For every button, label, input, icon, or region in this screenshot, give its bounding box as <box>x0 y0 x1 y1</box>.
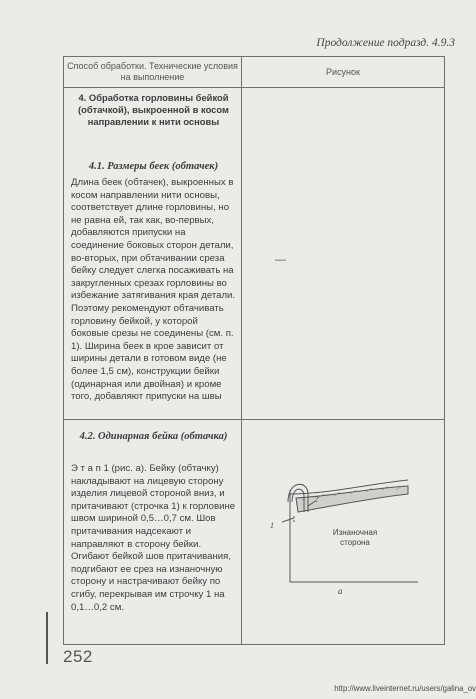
figure-label-1: 1 <box>270 521 274 530</box>
figure-caption: а <box>338 586 343 596</box>
figure-label-wrong-side: Изнаночная сторона <box>332 528 378 547</box>
section-4-2-title: 4.2. Одинарная бейка (обтачка) <box>79 431 228 442</box>
column-header-figure: Рисунок <box>326 66 360 77</box>
source-url: http://www.liveinternet.ru/users/galina_ov <box>334 684 476 693</box>
page-number: 252 <box>63 647 93 666</box>
column-divider <box>241 57 242 644</box>
neckline-binding-diagram <box>268 472 422 596</box>
column-header-method: Способ обработки. Технические условия на выполнение <box>67 61 238 82</box>
section-4-1-text: Длина беек (обтачек), выкроенных в косом направлении нити основы, соответствует длине горловины, но не равна ей, так как, во-первых, добавляются припуски на соединение боковых сторон детали, во-вторых, при обтачивании среза бейку следует слегка посаживать на закругленных срезах горловины во избежание затягивания края детали. Поэтому рекомендуют обтачивать горловину бейкой, у которой боковые срезы не соединены (см. п. 1). Ширина беек в крое зависит от ширины детали в готовом виде (не более 1,5 см), конструкции бейки (одинарная или двойная) и кроме того, добавляют припуски на швы <box>71 177 236 403</box>
figure-label-2: 2 <box>314 495 318 504</box>
section-4-2-text: Э т а п 1 (рис. а). Бейку (обтачку) накладывают на лицевую сторону изделия лицевой стороной вниз, и притачивают (строчка 1) к горловине швом шириной 0,5…0,7 см. Шов притачивания надсекают и направляют в сторону бейки. Огибают бейкой шов притачивания, подгибают ее срез на изнаночную сторону и настрачивают бейку по сгибу, перекрывая им строчку 1 на 0,1…0,2 см. <box>71 463 236 613</box>
row-divider <box>64 419 444 420</box>
binding-band <box>296 486 408 512</box>
page-margin-bar <box>46 612 48 664</box>
continuation-heading: Продолжение подразд. 4.9.3 <box>316 37 455 49</box>
figure-placeholder-dash: — <box>275 254 286 266</box>
section-4-1-title: 4.1. Размеры беек (обтачек) <box>88 161 219 172</box>
header-divider <box>64 87 444 88</box>
section-4-title: 4. Обработка горловины бейкой (обтачкой), выкроенной в косом направлении к нити основы <box>78 92 229 128</box>
label-1-leader <box>282 518 294 522</box>
